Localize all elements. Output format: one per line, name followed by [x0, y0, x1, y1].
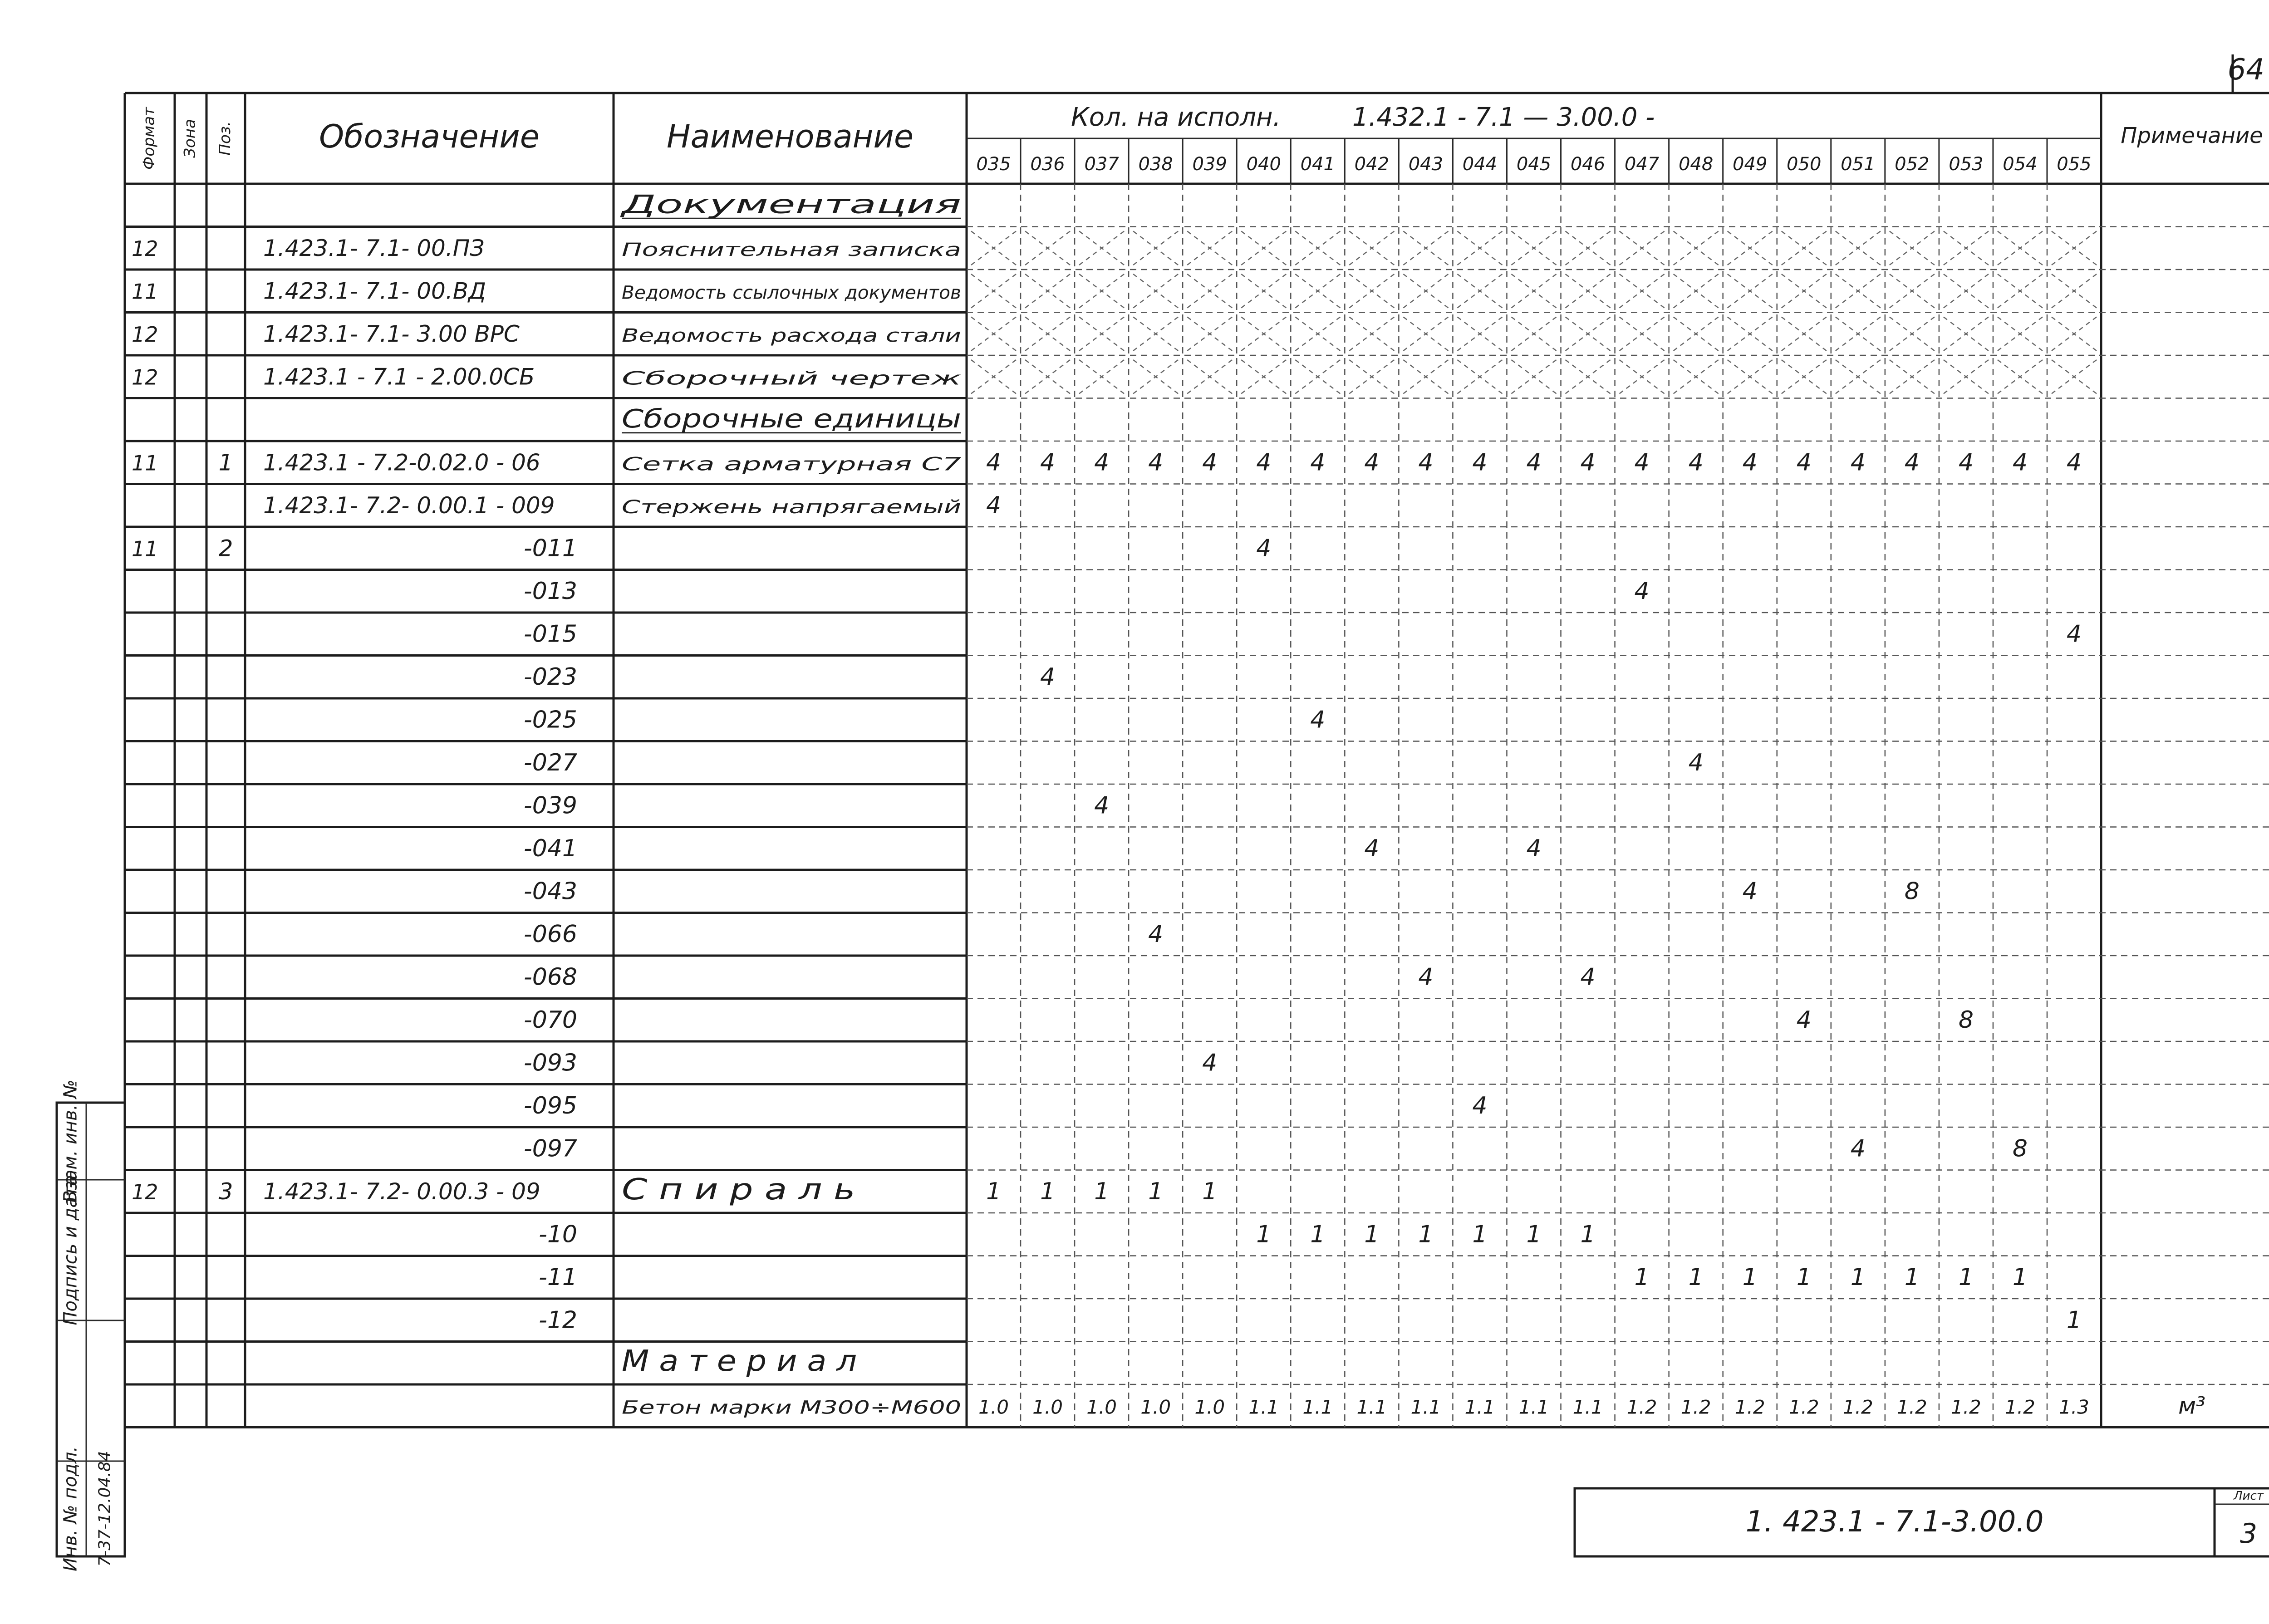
cell-cross [1025, 231, 1070, 265]
row-format: 11 [132, 279, 158, 304]
section-heading: Документация [619, 190, 961, 220]
variant-header: 044 [1462, 154, 1498, 175]
qty-value: 4 [1472, 1092, 1488, 1119]
cell-cross [1511, 274, 1556, 308]
cell-cross [2052, 360, 2097, 394]
variant-header: 051 [1841, 154, 1876, 175]
row-name: Ведомость ссылочных документов [622, 282, 961, 304]
qty-value: 4 [1634, 449, 1650, 476]
qty-value: 1 [1310, 1221, 1326, 1248]
cell-cross [1457, 231, 1502, 265]
cell-cross [1133, 231, 1178, 265]
cell-cross [1511, 360, 1556, 394]
qty-value: 4 [1580, 963, 1596, 991]
row-designation: -11 [539, 1263, 577, 1291]
qty-value: 4 [1850, 1135, 1866, 1163]
title-block-sheet-label: Лист [2234, 1489, 2264, 1503]
row-designation: -023 [523, 663, 577, 691]
margin-stamp-value: 7-37-12.04.84 [95, 1451, 114, 1567]
qty-value: 1 [1742, 1263, 1758, 1291]
cell-cross [1998, 317, 2043, 351]
qty-value: 1 [1418, 1221, 1434, 1248]
qty-value: 8 [2012, 1135, 2028, 1163]
qty-value: 1 [986, 1178, 1002, 1205]
qty-value: 1.0 [1032, 1396, 1063, 1418]
row-designation: 1.423.1- 7.1- 00.ВД [263, 278, 486, 304]
title-block [1575, 1488, 2269, 1556]
row-designation: -027 [523, 749, 577, 776]
qty-value: 1 [1526, 1221, 1542, 1248]
qty-value: 1 [1904, 1263, 1920, 1291]
cell-cross [1728, 274, 1773, 308]
qty-value: 4 [1094, 449, 1110, 476]
qty-value: 1 [1202, 1178, 1218, 1205]
cell-cross [1566, 274, 1611, 308]
qty-value: 4 [1634, 577, 1650, 605]
variant-header: 046 [1570, 154, 1606, 175]
qty-value: 4 [1472, 449, 1488, 476]
qty-value: 1.1 [1302, 1396, 1333, 1418]
qty-value: 4 [1256, 535, 1272, 562]
row-designation: -013 [523, 577, 577, 605]
variant-header: 040 [1246, 154, 1281, 175]
qty-value: 4 [986, 491, 1002, 519]
cell-cross [1674, 360, 1719, 394]
qty-value: 8 [1958, 1006, 1974, 1034]
row-designation: 1.423.1 - 7.1 - 2.00.0СБ [263, 363, 535, 390]
header-zone: Зона [181, 119, 199, 158]
cell-cross [1187, 274, 1232, 308]
cell-cross [1566, 360, 1611, 394]
row-designation: 1.423.1- 7.1- 3.00 ВРС [263, 320, 520, 347]
cell-cross [2052, 317, 2097, 351]
cell-cross [1187, 360, 1232, 394]
cell-cross [1836, 274, 1881, 308]
qty-value: 4 [1040, 663, 1056, 691]
qty-value: 1.1 [1356, 1396, 1387, 1418]
cell-cross [971, 231, 1016, 265]
qty-value: 4 [1418, 449, 1434, 476]
row-name: Пояснительная записка [622, 239, 961, 260]
header-qty-label: Кол. на исполн. [1071, 103, 1281, 132]
cell-cross [1133, 360, 1178, 394]
variant-header: 039 [1192, 154, 1227, 175]
qty-value: 4 [2012, 449, 2028, 476]
cell-cross [1620, 317, 1665, 351]
row-designation: 1.423.1- 7.2- 0.00.3 - 09 [263, 1178, 540, 1205]
variant-header: 049 [1733, 154, 1768, 175]
cell-cross [1728, 317, 1773, 351]
cell-cross [1836, 360, 1881, 394]
cell-cross [1295, 274, 1340, 308]
cell-cross [1187, 317, 1232, 351]
qty-value: 1.0 [1086, 1396, 1117, 1418]
qty-value: 1.2 [1788, 1396, 1819, 1418]
cell-cross [1566, 317, 1611, 351]
cell-cross [1944, 360, 1989, 394]
row-name: Материал [622, 1344, 867, 1378]
qty-value: 1 [1688, 1263, 1704, 1291]
qty-value: 1.2 [2005, 1396, 2035, 1418]
qty-value: 1.1 [1518, 1396, 1549, 1418]
qty-value: 1.2 [1626, 1396, 1657, 1418]
cell-cross [1511, 317, 1556, 351]
row-designation: -095 [523, 1092, 577, 1119]
header-pos: Поз. [216, 121, 234, 156]
variant-header: 038 [1138, 154, 1173, 175]
variant-header: 042 [1354, 154, 1390, 175]
cell-cross [1079, 317, 1124, 351]
cell-cross [1620, 360, 1665, 394]
cell-cross [1728, 231, 1773, 265]
cell-cross [1133, 317, 1178, 351]
cell-cross [1295, 231, 1340, 265]
qty-value: 1 [1580, 1221, 1596, 1248]
qty-value: 4 [1094, 792, 1110, 819]
row-designation: -093 [523, 1049, 577, 1077]
cell-cross [1241, 274, 1286, 308]
qty-value: 1 [2012, 1263, 2028, 1291]
cell-cross [1836, 231, 1881, 265]
row-format: 12 [132, 236, 158, 261]
qty-value: 4 [1526, 449, 1542, 476]
qty-value: 4 [1310, 706, 1326, 734]
qty-value: 1 [1256, 1221, 1272, 1248]
qty-value: 4 [1580, 449, 1596, 476]
cell-cross [1728, 360, 1773, 394]
cell-cross [1890, 274, 1935, 308]
cell-cross [1944, 231, 1989, 265]
qty-value: 4 [1796, 1006, 1812, 1034]
cell-cross [1025, 274, 1070, 308]
cell-cross [1241, 231, 1286, 265]
cell-cross [1836, 317, 1881, 351]
header-designation: Обозначение [319, 118, 540, 155]
cell-cross [1079, 274, 1124, 308]
cell-cross [1349, 231, 1394, 265]
row-designation: 1.423.1 - 7.2-0.02.0 - 06 [263, 449, 540, 476]
cell-cross [1187, 231, 1232, 265]
variant-header: 043 [1408, 154, 1444, 175]
row-format: 12 [132, 365, 158, 390]
cell-cross [1782, 231, 1827, 265]
cell-cross [1998, 274, 2043, 308]
qty-value: 1.2 [1680, 1396, 1711, 1418]
cell-cross [1079, 231, 1124, 265]
cell-cross [1674, 317, 1719, 351]
cell-cross [971, 360, 1016, 394]
qty-value: 4 [1202, 1049, 1218, 1077]
qty-value: 1 [2066, 1306, 2082, 1334]
qty-value: 4 [1796, 449, 1812, 476]
qty-value: 1 [1472, 1221, 1488, 1248]
variant-header: 036 [1030, 154, 1065, 175]
header-name: Наименование [667, 118, 913, 155]
cell-cross [1349, 360, 1394, 394]
row-format: 11 [132, 451, 158, 476]
qty-value: 4 [1148, 920, 1164, 948]
qty-value: 4 [1526, 834, 1542, 862]
variant-header: 055 [2057, 154, 2092, 175]
cell-cross [1133, 274, 1178, 308]
qty-value: 1.1 [1464, 1396, 1495, 1418]
row-designation: -025 [523, 706, 577, 734]
cell-cross [1674, 274, 1719, 308]
qty-value: 8 [1904, 878, 1920, 905]
cell-cross [2052, 274, 2097, 308]
qty-value: 4 [1688, 449, 1704, 476]
cell-cross [1241, 360, 1286, 394]
qty-value: 4 [1742, 878, 1758, 905]
cell-cross [1403, 317, 1448, 351]
qty-value: 4 [1256, 449, 1272, 476]
qty-value: 4 [1364, 834, 1380, 862]
qty-value: 1.3 [2059, 1396, 2089, 1418]
qty-value: 1 [1040, 1178, 1056, 1205]
cell-cross [971, 317, 1016, 351]
qty-value: 1.0 [1140, 1396, 1171, 1418]
qty-value: 4 [1688, 749, 1704, 776]
qty-value: 4 [1742, 449, 1758, 476]
cell-cross [1944, 274, 1989, 308]
row-designation: -10 [539, 1221, 577, 1248]
qty-value: 1.0 [978, 1396, 1009, 1418]
qty-value: 1.2 [1950, 1396, 1981, 1418]
cell-cross [1782, 317, 1827, 351]
row-name: Сборочный чертеж [622, 368, 961, 389]
row-name: Сетка арматурная С7 [622, 454, 962, 475]
cell-cross [1566, 231, 1611, 265]
qty-value: 1 [1364, 1221, 1380, 1248]
margin-inv-no: Инв. № подл. [60, 1446, 81, 1571]
row-designation: 1.423.1- 7.1- 00.ПЗ [263, 235, 485, 261]
qty-value: 4 [1850, 449, 1866, 476]
qty-value: 4 [1364, 449, 1380, 476]
cell-cross [1944, 317, 1989, 351]
title-block-code: 1. 423.1 - 7.1-3.00.0 [1745, 1505, 2044, 1539]
row-name: Бетон марки М300÷М600 [622, 1397, 961, 1418]
qty-value: 1.1 [1248, 1396, 1279, 1418]
page-number: 64 [2227, 53, 2264, 87]
qty-value: 4 [1418, 963, 1434, 991]
title-block-sheet-no: 3 [2240, 1518, 2258, 1550]
variant-header: 047 [1624, 154, 1660, 175]
cell-cross [1620, 274, 1665, 308]
cell-cross [1457, 317, 1502, 351]
cell-cross [1403, 360, 1448, 394]
row-designation: -015 [523, 620, 577, 648]
row-pos: 1 [218, 449, 233, 476]
row-designation: -070 [523, 1006, 577, 1034]
variant-header: 048 [1678, 154, 1714, 175]
qty-value: 1 [1148, 1178, 1164, 1205]
qty-value: 1.2 [1734, 1396, 1765, 1418]
variant-header: 037 [1084, 154, 1119, 175]
qty-value: 4 [2066, 449, 2082, 476]
header-qty-code: 1.432.1 - 7.1 — 3.00.0 - [1352, 103, 1655, 132]
row-designation: -12 [539, 1306, 577, 1334]
qty-value: 4 [2066, 620, 2082, 648]
qty-value: 1 [1094, 1178, 1110, 1205]
row-name: Стержень напрягаемый [622, 496, 961, 518]
row-format: 12 [132, 1179, 158, 1204]
row-designation: -066 [523, 920, 577, 948]
qty-value: 4 [1904, 449, 1920, 476]
qty-value: 4 [1148, 449, 1164, 476]
cell-cross [1349, 274, 1394, 308]
qty-value: 4 [1310, 449, 1326, 476]
qty-value: 4 [986, 449, 1002, 476]
cell-cross [1349, 317, 1394, 351]
cell-cross [1998, 360, 2043, 394]
cell-cross [1457, 274, 1502, 308]
cell-cross [1890, 360, 1935, 394]
margin-sign-date: Подпись и дата [60, 1175, 81, 1325]
cell-cross [1782, 360, 1827, 394]
cell-cross [1782, 274, 1827, 308]
cell-cross [1890, 231, 1935, 265]
qty-value: 4 [1958, 449, 1974, 476]
section-heading: Сборочные единицы [622, 404, 961, 434]
cell-cross [1998, 231, 2043, 265]
row-name: Ведомость расхода стали [622, 325, 961, 346]
row-designation: 1.423.1- 7.2- 0.00.1 - 009 [263, 492, 555, 519]
qty-value: 1.1 [1410, 1396, 1441, 1418]
row-format: 12 [132, 322, 158, 347]
variant-header: 053 [1949, 154, 1984, 175]
cell-cross [1511, 231, 1556, 265]
cell-cross [1403, 231, 1448, 265]
row-designation: -041 [523, 834, 577, 862]
qty-value: 1 [1958, 1263, 1974, 1291]
cell-cross [1079, 360, 1124, 394]
qty-value: 1.2 [1896, 1396, 1927, 1418]
cell-cross [1620, 231, 1665, 265]
qty-value: 1 [1796, 1263, 1812, 1291]
row-designation: -011 [523, 535, 577, 562]
row-note: м³ [2178, 1392, 2206, 1420]
cell-cross [1025, 317, 1070, 351]
cell-cross [1295, 317, 1340, 351]
header-format: Формат [140, 107, 158, 170]
qty-value: 1.1 [1572, 1396, 1603, 1418]
margin-vzam-inv: Взам. инв. № [60, 1079, 81, 1203]
row-designation: -068 [523, 963, 577, 991]
cell-cross [1457, 360, 1502, 394]
row-designation: -039 [523, 792, 577, 819]
qty-value: 4 [1202, 449, 1218, 476]
qty-value: 1.2 [1842, 1396, 1873, 1418]
variant-header: 052 [1895, 154, 1930, 175]
variant-header: 035 [976, 154, 1011, 175]
header-note: Примечание [2121, 123, 2263, 148]
cell-cross [1295, 360, 1340, 394]
cell-cross [1674, 231, 1719, 265]
qty-value: 1.0 [1194, 1396, 1225, 1418]
row-pos: 2 [218, 535, 233, 562]
row-format: 11 [132, 536, 158, 561]
qty-value: 1 [1850, 1263, 1866, 1291]
cell-cross [1890, 317, 1935, 351]
row-pos: 3 [218, 1178, 233, 1205]
variant-header: 041 [1300, 154, 1335, 175]
row-designation: -043 [523, 878, 577, 905]
variant-header: 050 [1787, 154, 1822, 175]
row-designation: -097 [523, 1135, 577, 1163]
cell-cross [1025, 360, 1070, 394]
qty-value: 4 [1040, 449, 1056, 476]
cell-cross [2052, 231, 2097, 265]
cell-cross [1241, 317, 1286, 351]
cell-cross [1403, 274, 1448, 308]
variant-header: 054 [2003, 154, 2038, 175]
qty-value: 1 [1634, 1263, 1650, 1291]
cell-cross [971, 274, 1016, 308]
row-name: Спираль [622, 1173, 867, 1207]
variant-header: 045 [1516, 154, 1552, 175]
